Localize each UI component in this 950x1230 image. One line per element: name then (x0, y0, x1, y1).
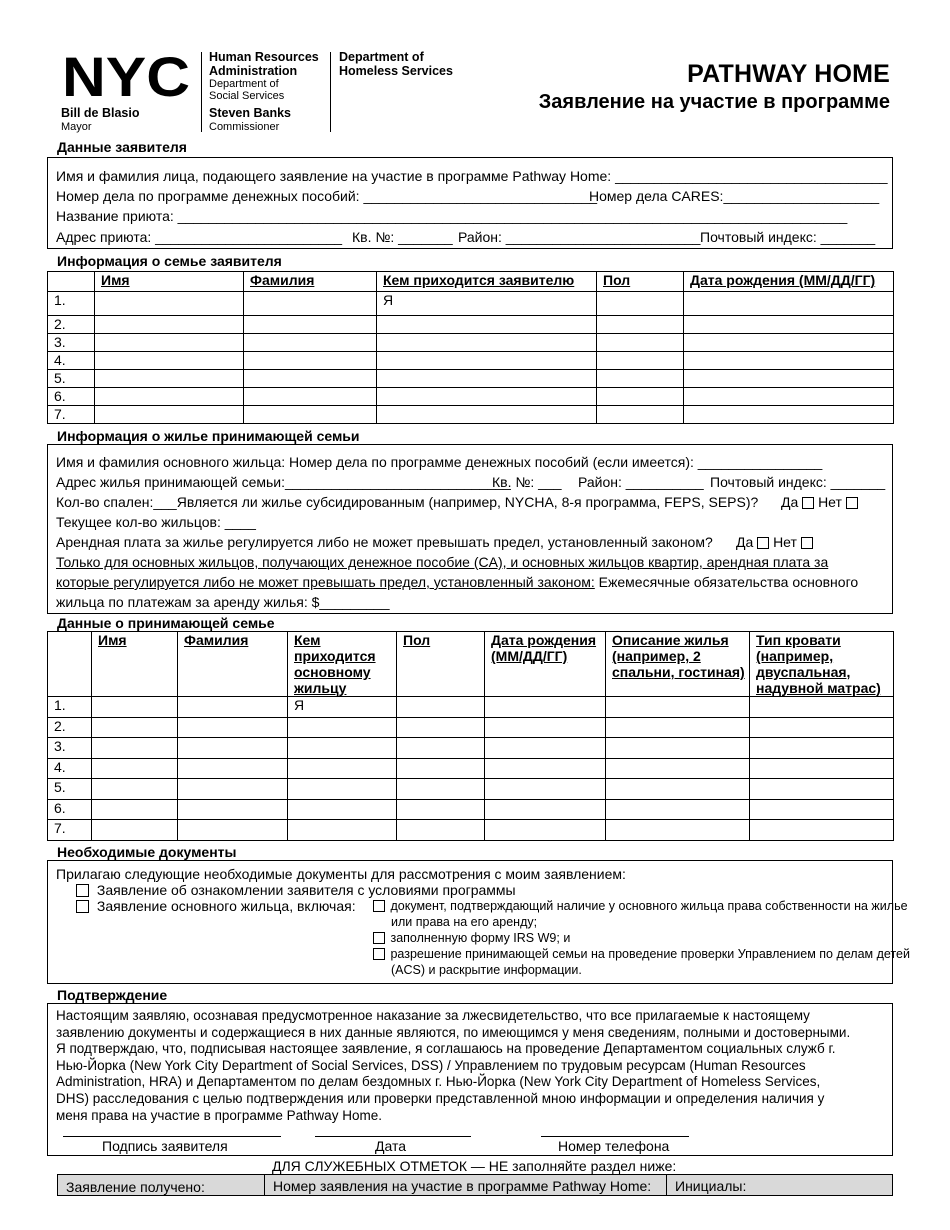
family-row (48, 370, 894, 388)
family-cell[interactable] (95, 334, 244, 352)
doc-item-applicant-statement (76, 882, 516, 898)
subsidized-yes-checkbox[interactable] (802, 497, 814, 509)
confirmation-line: заявлению документы и содержащиеся в них данные являются, по имеющимся у меня сведениям, полными и достоверными. (56, 1024, 851, 1040)
shelter-borough-field[interactable]: Район: _________________________ (458, 229, 701, 245)
host-cell[interactable] (178, 779, 288, 800)
doc-applicant-statement-checkbox[interactable] (76, 884, 89, 897)
phone-line[interactable] (541, 1136, 689, 1137)
family-row-number: 1. (48, 292, 95, 316)
mayor-name: Bill de Blasio (61, 106, 140, 120)
host-cell[interactable] (397, 697, 485, 718)
family-col-dob: Дата рождения (ММ/ДД/ГГ) (684, 272, 894, 292)
confirmation-line: Нью-Йорка (New York City Department of Social Services, DSS) / Управлением по трудовым ресурсам (Human Resources (56, 1057, 806, 1073)
family-cell[interactable] (377, 352, 597, 370)
family-cell[interactable] (684, 388, 894, 406)
host-cell[interactable] (606, 758, 750, 779)
rent-regulated-no-checkbox[interactable] (801, 537, 813, 549)
host-row-number: 3. (48, 738, 92, 759)
family-cell[interactable] (684, 406, 894, 424)
family-cell[interactable] (377, 406, 597, 424)
rent-regulated-no-label: Нет (773, 534, 797, 550)
family-col-num (48, 272, 95, 292)
host-cell[interactable] (750, 717, 894, 738)
host-row (48, 799, 894, 820)
family-cell[interactable] (95, 388, 244, 406)
host-cell[interactable] (485, 738, 606, 759)
host-row (48, 697, 894, 718)
shelter-address-field[interactable]: Адрес приюта: ________________________ (56, 229, 343, 245)
family-table (47, 271, 894, 424)
host-cell[interactable] (606, 799, 750, 820)
rent-note-line1: Только для основных жильцов, получающих денежное пособие (CA), и основных жильцов квартир, арендная плата за (56, 554, 829, 570)
confirmation-heading: Подтверждение (57, 987, 168, 1003)
doc-w9-label: заполненную форму IRS W9; и (390, 931, 571, 945)
host-cell[interactable] (750, 820, 894, 841)
host-cell[interactable] (92, 799, 178, 820)
office-use-note: ДЛЯ СЛУЖЕБНЫХ ОТМЕТОК — НЕ заполняйте раздел ниже: (272, 1158, 677, 1174)
host-borough-field[interactable]: Район: __________ (578, 474, 704, 490)
family-cell[interactable] (597, 334, 684, 352)
header-divider-2 (330, 52, 331, 132)
host-cell[interactable] (288, 820, 397, 841)
rent-note-line2 (56, 574, 858, 590)
family-cell[interactable] (244, 352, 377, 370)
family-cell[interactable] (244, 370, 377, 388)
host-row-number: 2. (48, 717, 92, 738)
host-cell[interactable] (606, 717, 750, 738)
family-cell[interactable] (95, 406, 244, 424)
host-row-number: 5. (48, 779, 92, 800)
host-cell[interactable] (397, 779, 485, 800)
host-col-dob: Дата рождения (ММ/ДД/ГГ) (485, 632, 606, 697)
commissioner-name: Steven Banks (209, 106, 291, 120)
documents-intro: Прилагаю следующие необходимые документы для рассмотрения с моим заявлением: (56, 866, 626, 882)
cash-case-number-field[interactable]: Номер дела по программе денежных пособий: ______________________________ (56, 188, 598, 204)
host-primary-tenant-field[interactable]: Имя и фамилия основного жильца: Номер дела по программе денежных пособий (если имеется): ________________ (56, 454, 823, 470)
office-app-number-field: Номер заявления на участие в программе Pathway Home: (264, 1174, 667, 1196)
family-cell[interactable] (377, 316, 597, 334)
subsidized-no-checkbox[interactable] (846, 497, 858, 509)
subsidized-yes-no (781, 494, 858, 510)
host-family-table (47, 631, 894, 841)
dss-line1: Department of (209, 78, 279, 90)
host-cell[interactable] (750, 779, 894, 800)
doc-sub-ownership (373, 899, 908, 913)
confirmation-line: DHS) расследования с целью подтверждения или проверки представленной мною информации и определения наличия у (56, 1090, 825, 1106)
host-cell[interactable] (178, 717, 288, 738)
host-row-number: 7. (48, 820, 92, 841)
family-cell[interactable] (684, 370, 894, 388)
host-cell[interactable] (485, 820, 606, 841)
host-cell[interactable] (92, 758, 178, 779)
host-cell[interactable] (178, 799, 288, 820)
dhs-line1: Department of (339, 50, 424, 64)
host-cell[interactable] (288, 799, 397, 820)
host-cell[interactable] (288, 738, 397, 759)
family-row (48, 292, 894, 316)
doc-tenant-statement-label: Заявление основного жильца, включая: (96, 898, 356, 914)
applicant-heading: Данные заявителя (57, 139, 187, 155)
host-cell[interactable] (485, 799, 606, 820)
confirmation-text (56, 1008, 850, 1124)
mayor-title: Mayor (61, 120, 92, 133)
family-row-number: 5. (48, 370, 95, 388)
host-row-number: 4. (48, 758, 92, 779)
host-cell[interactable] (92, 820, 178, 841)
family-cell[interactable] (597, 316, 684, 334)
family-cell[interactable] (95, 352, 244, 370)
family-cell[interactable] (597, 352, 684, 370)
hra-block (209, 51, 319, 102)
family-cell[interactable] (95, 292, 244, 316)
signature-label: Подпись заявителя (102, 1138, 228, 1154)
host-cell[interactable] (288, 758, 397, 779)
rent-regulated-question: Арендная плата за жилье регулируется либо не может превышать предел, установленный законом? (56, 534, 713, 550)
doc-w9-checkbox[interactable] (373, 932, 385, 944)
family-cell[interactable] (377, 370, 597, 388)
host-cell[interactable] (92, 717, 178, 738)
family-row-number: 6. (48, 388, 95, 406)
host-cell[interactable] (92, 697, 178, 718)
confirmation-line: Я подтверждаю, что, подписывая настоящее заявление, я соглашаюсь на проведение Департаментом социальных служб г. (56, 1041, 836, 1057)
dhs-block (339, 51, 453, 78)
dss-line2: Social Services (209, 90, 285, 102)
host-col-first-name: Имя (92, 632, 178, 697)
family-cell[interactable] (377, 388, 597, 406)
host-cell[interactable] (397, 738, 485, 759)
host-address-field[interactable]: Адрес жилья принимающей семьи:_____________________________ (56, 474, 511, 490)
doc-sub-w9 (373, 931, 570, 945)
doc-applicant-statement-label: Заявление об ознакомлении заявителя с условиями программы (96, 882, 516, 898)
family-cell[interactable] (684, 316, 894, 334)
phone-label: Номер телефона (558, 1138, 670, 1154)
host-housing-heading: Информация о жилье принимающей семьи (57, 428, 360, 444)
subsidized-no-label: Нет (818, 494, 842, 510)
family-col-relation: Кем приходится заявителю (377, 272, 597, 292)
family-col-first-name: Имя (95, 272, 244, 292)
nyc-logo-text: NYC (62, 52, 190, 100)
date-line[interactable] (315, 1136, 471, 1137)
host-cell[interactable] (178, 758, 288, 779)
host-cell[interactable] (178, 738, 288, 759)
host-cell[interactable] (485, 717, 606, 738)
shelter-name-field[interactable]: Название приюта: ______________________________________________________________________________________ (56, 208, 848, 224)
host-row-number: 1. (48, 697, 92, 718)
host-cell[interactable] (397, 799, 485, 820)
family-cell[interactable] (597, 370, 684, 388)
host-bedrooms-subsidized-field[interactable]: Кол-во спален:___Является ли жилье субсидированным (например, NYCHA, 8-я программа, FEPS, SEPS)? (56, 494, 759, 510)
office-received-field: Заявление получено: (57, 1174, 265, 1196)
host-cell[interactable] (485, 697, 606, 718)
host-col-relation: Кем приходится основному жильцу (288, 632, 397, 697)
family-cell[interactable] (377, 334, 597, 352)
family-cell[interactable] (244, 292, 377, 316)
hra-line2: Administration (209, 63, 298, 78)
rent-regulated-yes-label: Да (736, 534, 754, 550)
monthly-rent-field[interactable]: жильца по платежам за аренду жилья: $_________ (56, 594, 390, 610)
family-row (48, 388, 894, 406)
header-divider-1 (201, 52, 202, 132)
family-cell[interactable] (597, 292, 684, 316)
family-row-number: 7. (48, 406, 95, 424)
host-cell[interactable] (606, 738, 750, 759)
host-apt-field[interactable]: Кв. №: ___ (492, 474, 562, 490)
host-cell[interactable] (397, 717, 485, 738)
host-cell[interactable] (288, 779, 397, 800)
family-cell[interactable] (597, 406, 684, 424)
page-title: PATHWAY HOME (687, 60, 890, 88)
dhs-line2: Homeless Services (339, 63, 453, 78)
host-family-heading: Данные о принимающей семье (57, 615, 275, 631)
signature-line[interactable] (63, 1136, 281, 1137)
doc-acs-label: разрешение принимающей семьи на проведение проверки Управлением по делам детей (390, 947, 910, 961)
family-heading: Информация о семье заявителя (57, 253, 282, 269)
family-cell[interactable] (684, 352, 894, 370)
confirmation-line: Настоящим заявляю, осознавая предусмотренное наказание за лжесвидетельство, что все прилагаемые к настоящему (56, 1008, 810, 1023)
rent-regulated-yes-no (736, 534, 813, 550)
host-cell[interactable] (485, 758, 606, 779)
host-occupants-field[interactable]: Текущее кол-во жильцов: ____ (56, 514, 256, 530)
date-label: Дата (375, 1138, 407, 1154)
rent-note-line2-underlined: которые регулируется либо не может превышать предел, установленный законом: (56, 574, 595, 590)
host-col-bed-type: Тип кровати (например, двуспальная, надувной матрас) (750, 632, 894, 697)
host-col-num (48, 632, 92, 697)
confirmation-line: меня права на участие в программе Pathway Home. (56, 1107, 382, 1123)
hra-line1: Human Resources (209, 50, 319, 64)
family-cell[interactable]: Я (377, 292, 597, 316)
host-row (48, 717, 894, 738)
doc-acs-checkbox[interactable] (373, 948, 385, 960)
family-cell[interactable] (244, 316, 377, 334)
nyc-logo (62, 52, 190, 100)
family-row (48, 316, 894, 334)
host-cell[interactable] (397, 758, 485, 779)
doc-sub-acs (373, 947, 910, 961)
host-zip-field[interactable]: Почтовый индекс: _______ (710, 474, 886, 490)
host-col-last-name: Фамилия (178, 632, 288, 697)
host-cell[interactable] (750, 697, 894, 718)
host-cell[interactable] (750, 758, 894, 779)
mayor-block (61, 107, 140, 133)
host-row (48, 820, 894, 841)
family-cell[interactable] (244, 334, 377, 352)
host-row (48, 738, 894, 759)
family-row (48, 352, 894, 370)
office-initials-field: Инициалы: (666, 1174, 893, 1196)
family-cell[interactable] (684, 292, 894, 316)
host-cell[interactable] (288, 717, 397, 738)
family-cell[interactable] (95, 316, 244, 334)
host-cell[interactable] (750, 799, 894, 820)
doc-ownership-label: документ, подтверждающий наличие у основного жильца права собственности на жилье (390, 899, 908, 913)
host-col-housing-desc: Описание жилья (например, 2 спальни, гостиная) (606, 632, 750, 697)
rent-regulated-yes-checkbox[interactable] (757, 537, 769, 549)
family-row-number: 4. (48, 352, 95, 370)
documents-heading: Необходимые документы (57, 844, 237, 860)
host-col-sex: Пол (397, 632, 485, 697)
host-cell[interactable] (750, 738, 894, 759)
doc-tenant-statement-checkbox[interactable] (76, 900, 89, 913)
host-row (48, 758, 894, 779)
commissioner-block (209, 107, 291, 133)
cares-case-number-field[interactable]: Номер дела CARES:____________________ (589, 188, 880, 204)
family-cell[interactable] (244, 388, 377, 406)
applicant-name-field[interactable]: Имя и фамилия лица, подающего заявление на участие в программе Pathway Home: ___________________________________ (56, 168, 888, 184)
rent-note-line2-rest: Ежемесячные обязательства основного (594, 574, 859, 590)
host-cell[interactable] (606, 779, 750, 800)
confirmation-line: Administration, HRA) и Департаментом по делам бездомных г. Нью-Йорка (New York City Department of Homeless Services, (56, 1074, 821, 1090)
host-cell[interactable] (92, 779, 178, 800)
family-cell[interactable] (684, 334, 894, 352)
family-col-sex: Пол (597, 272, 684, 292)
host-row-number: 6. (48, 799, 92, 820)
family-cell[interactable] (95, 370, 244, 388)
family-row-number: 2. (48, 316, 95, 334)
doc-ownership-checkbox[interactable] (373, 900, 385, 912)
host-cell[interactable] (606, 697, 750, 718)
host-cell[interactable] (178, 820, 288, 841)
family-col-last-name: Фамилия (244, 272, 377, 292)
shelter-apt-field[interactable]: Кв. №: _______ (352, 229, 453, 245)
host-cell[interactable] (178, 697, 288, 718)
host-cell[interactable]: Я (288, 697, 397, 718)
doc-item-tenant-statement (76, 898, 356, 914)
commissioner-title: Commissioner (209, 120, 280, 133)
host-cell[interactable] (92, 738, 178, 759)
family-cell[interactable] (597, 388, 684, 406)
family-cell[interactable] (244, 406, 377, 424)
doc-acs-label-cont: (ACS) и раскрытие информации. (391, 963, 582, 977)
subsidized-yes-label: Да (781, 494, 799, 510)
host-cell[interactable] (485, 779, 606, 800)
host-cell[interactable] (606, 820, 750, 841)
host-cell[interactable] (397, 820, 485, 841)
page-subtitle: Заявление на участие в программе (538, 91, 890, 113)
host-row (48, 779, 894, 800)
family-row-number: 3. (48, 334, 95, 352)
family-row (48, 334, 894, 352)
family-row (48, 406, 894, 424)
doc-ownership-label-cont: или права на его аренду; (391, 915, 538, 929)
shelter-zip-field[interactable]: Почтовый индекс: _______ (700, 229, 876, 245)
